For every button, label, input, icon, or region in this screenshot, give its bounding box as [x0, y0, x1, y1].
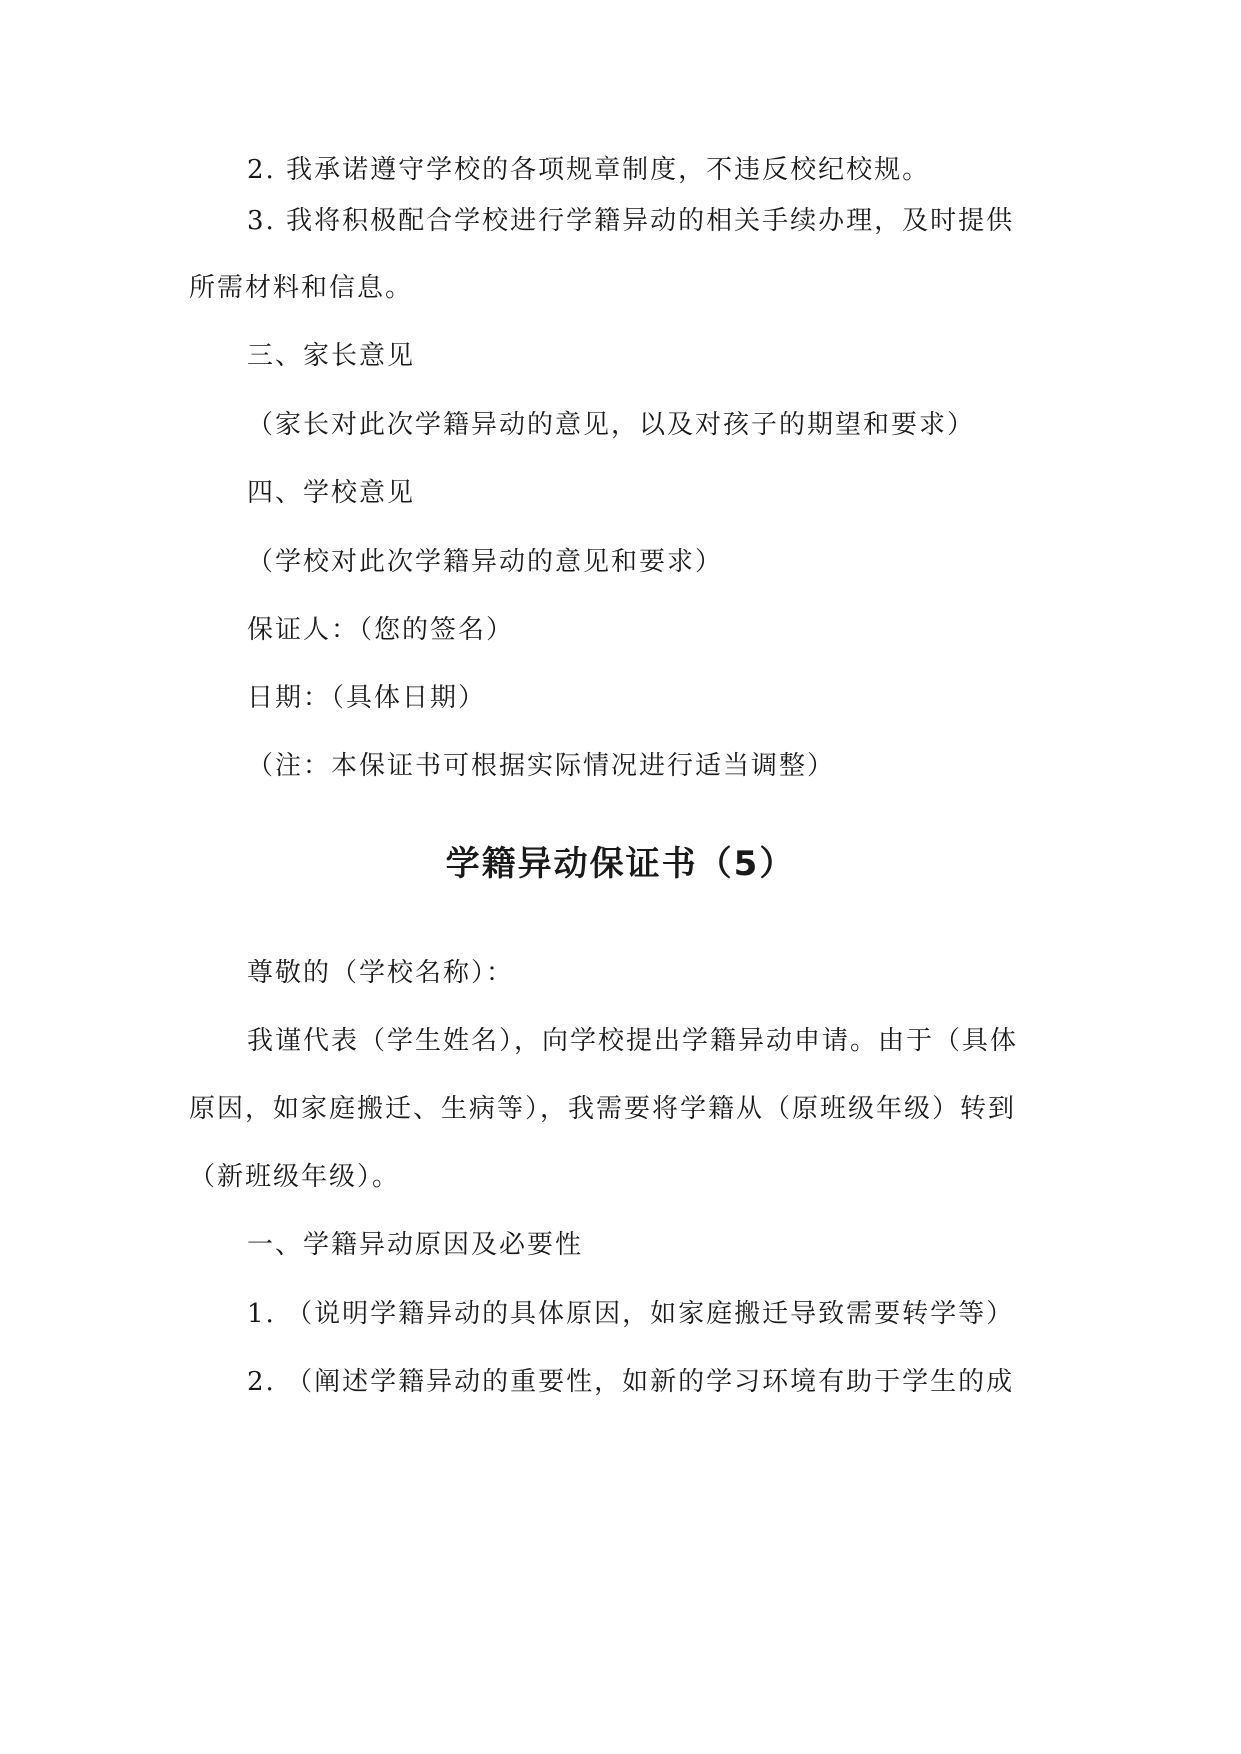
guarantor-line: 保证人：（您的签名）: [247, 615, 515, 645]
paragraph-line: （学校对此次学籍异动的意见和要求）: [247, 547, 724, 577]
paragraph-line: （新班级年级）。: [189, 1162, 401, 1192]
note-line: （注：本保证书可根据实际情况进行适当调整）: [247, 751, 836, 781]
paragraph-line: 3. 我将积极配合学校进行学籍异动的相关手续办理，及时提供: [247, 206, 1015, 236]
paragraph-line: 原因，如家庭搬迁、生病等），我需要将学籍从（原班级年级）转到: [189, 1094, 1017, 1124]
section-heading: 三、家长意见: [247, 341, 416, 371]
paragraph-line: 我谨代表（学生姓名），向学校提出学籍异动申请。由于（具体: [247, 1026, 1019, 1056]
list-item: 1. （说明学籍异动的具体原因，如家庭搬迁导致需要转学等）: [247, 1299, 1015, 1329]
list-item: 2. （阐述学籍异动的重要性，如新的学习环境有助于学生的成: [247, 1367, 1015, 1397]
paragraph-line: （家长对此次学籍异动的意见，以及对孩子的期望和要求）: [247, 410, 976, 440]
document-title: 学籍异动保证书（5）: [445, 844, 796, 884]
salutation-line: 尊敬的（学校名称）：: [247, 958, 515, 988]
paragraph-line: 所需材料和信息。: [189, 273, 414, 303]
section-heading: 一、学籍异动原因及必要性: [247, 1230, 584, 1260]
section-heading: 四、学校意见: [247, 478, 416, 508]
date-line: 日期：（具体日期）: [247, 683, 487, 713]
paragraph-line: 2. 我承诺遵守学校的各项规章制度，不违反校纪校规。: [247, 155, 931, 185]
